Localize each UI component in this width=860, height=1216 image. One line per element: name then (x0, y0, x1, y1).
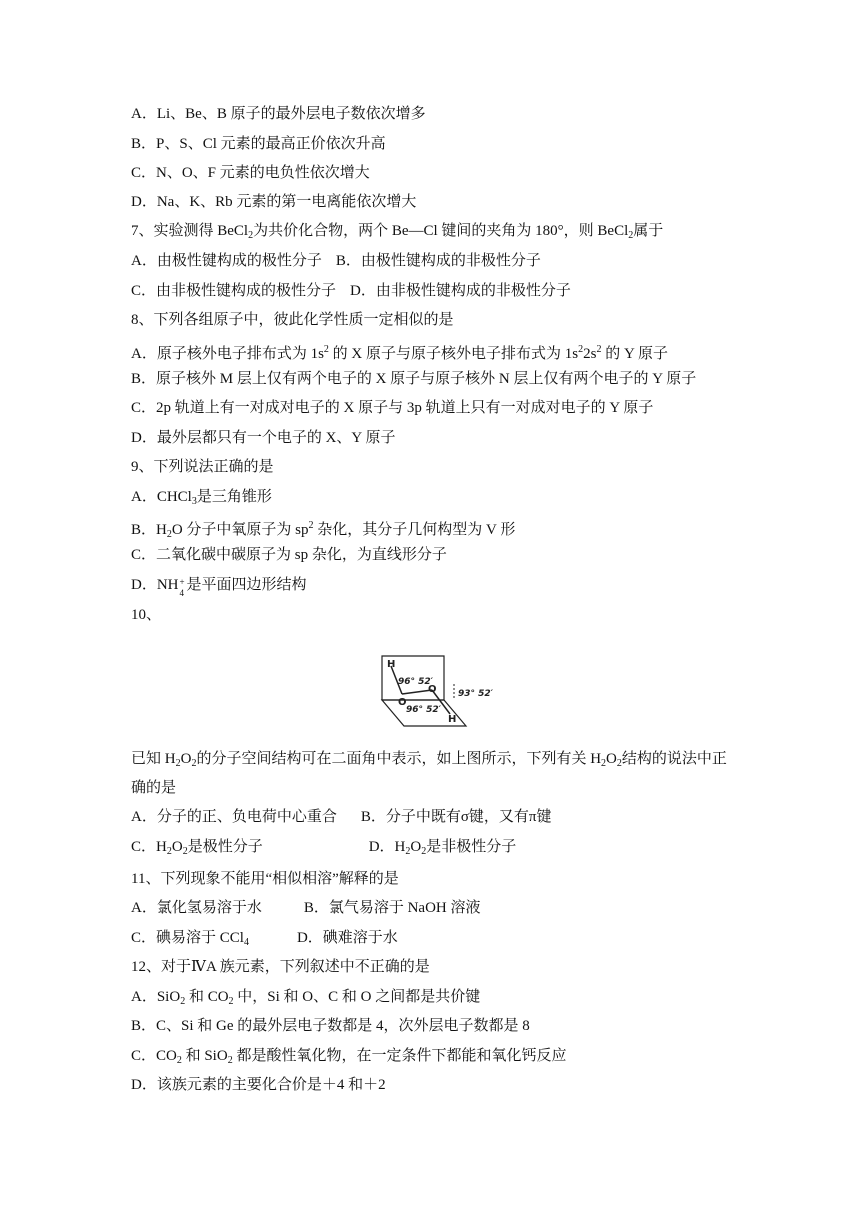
q10-c-text: C．H (131, 839, 167, 855)
q12-option-c (131, 1046, 566, 1071)
q12-a-text: 中，Si 和 O、C 和 O 之间都是共价键 (233, 989, 481, 1005)
q8-a-text: 的 X 原子与原子核外电子排布式为 1s (328, 346, 579, 362)
q9-a-text: A．CHCl (131, 489, 192, 505)
q11-option-a: A．氯化氢易溶于水 (131, 900, 262, 916)
h2o2-dihedral-figure (378, 652, 500, 730)
q11-options-row-1 (131, 898, 481, 918)
subscript: 2 (405, 846, 411, 857)
subscript: 2 (180, 996, 186, 1007)
subscript: 2 (227, 1055, 233, 1066)
q9-d-text: 是平面四边形结构 (186, 577, 307, 593)
q10-c-text: 是极性分子 (187, 839, 263, 855)
q8-option-b: B．原子核外 M 层上仅有两个电子的 X 原子与原子核外 N 层上仅有两个电子的 Y 原子 (131, 371, 697, 387)
q11-option-d: D．碘难溶于水 (296, 930, 398, 946)
q7-stem-text: 7、实验测得 BeCl (131, 223, 249, 239)
superscript: + (179, 577, 185, 587)
q10-stem-text: O (180, 751, 192, 767)
q12-option-a (131, 987, 480, 1012)
q10-option-d (369, 839, 517, 855)
q8-option-c: C．2p 轨道上有一对成对电子的 X 原子与 3p 轨道上只有一对成对电子的 Y 原子 (131, 400, 654, 416)
subscript: 4 (243, 937, 249, 948)
q11-stem: 11、下列现象不能用“相似相溶”解释的是 (131, 871, 399, 887)
subscript: 3 (191, 496, 197, 507)
q11-c-text: C．碘易溶于 CCl (131, 930, 244, 946)
dihedral-diagram (378, 652, 500, 730)
q10-option-a: A．分子的正、负电荷中心重合 (131, 809, 337, 825)
q10-stem-text: 结构的说法中正 (621, 751, 727, 767)
subscript: 2 (182, 846, 188, 857)
superscript: 2 (578, 344, 584, 355)
q7-stem (131, 221, 663, 246)
q7-option-d: D．由非极性键构成的非极性分子 (350, 283, 571, 299)
subscript: 2 (228, 996, 234, 1007)
q9-option-c: C．二氧化碳中碳原子为 sp 杂化，为直线形分子 (131, 547, 447, 563)
atom-o-left: O (398, 697, 407, 708)
superscript: 2 (323, 344, 329, 355)
q10-option-c (131, 839, 263, 855)
subscript: 2 (616, 758, 622, 769)
subscript: 2 (175, 758, 181, 769)
subscript: 4 (179, 588, 184, 598)
q12-c-text: 和 SiO (181, 1048, 228, 1064)
q7-stem-text: 为共价化合物，两个 Be—Cl 键间的夹角为 180°，则 BeCl (253, 223, 629, 239)
q9-b-text: B．H (131, 522, 167, 538)
subscript: 2 (421, 846, 427, 857)
q12-c-text: C．CO (131, 1048, 177, 1064)
q10-c-text: O (171, 839, 183, 855)
angle-dihedral-label: 93° 52′ (458, 689, 494, 699)
q10-stem-text: 的分子空间结构可在二面角中表示，如上图所示，下列有关 H (196, 751, 602, 767)
q6-option-d: D．Na、K、Rb 元素的第一电离能依次增大 (131, 194, 417, 210)
q8-option-d: D．最外层都只有一个电子的 X、Y 原子 (131, 430, 396, 446)
q7-option-a: A．由极性键构成的极性分子 (131, 253, 322, 269)
q7-options-row-2 (131, 281, 571, 301)
q12-option-b: B．C、Si 和 Ge 的最外层电子数都是 4，次外层电子数都是 8 (131, 1018, 530, 1034)
q7-option-b: B．由极性键构成的非极性分子 (335, 253, 541, 269)
q10-option-b: B．分子中既有σ键，又有π键 (360, 809, 552, 825)
subscript: 2 (166, 529, 172, 540)
q9-b-text: O 分子中氧原子为 sp (171, 522, 309, 538)
subscript: 2 (166, 846, 172, 857)
q8-option-a (131, 340, 668, 364)
ion-charge (179, 575, 187, 598)
q10-number: 10、 (131, 607, 162, 623)
q10-stem-text: 已知 H (131, 751, 176, 767)
q6-option-c: C．N、O、F 元素的电负性依次增大 (131, 165, 370, 181)
q11-options-row-2 (131, 928, 398, 953)
q9-option-d (131, 575, 307, 598)
q10-stem-text: O (606, 751, 617, 767)
atom-h-top: H (387, 659, 396, 670)
q12-option-d: D．该族元素的主要化合价是＋4 和＋2 (131, 1077, 386, 1093)
q10-d-text: 是非极性分子 (426, 839, 517, 855)
subscript: 2 (628, 230, 634, 241)
q11-option-c (131, 930, 249, 946)
atom-o-right: O (428, 684, 437, 695)
subscript: 2 (191, 758, 197, 769)
superscript: 2 (596, 344, 602, 355)
q10-options-row-1 (131, 807, 552, 827)
q9-b-text: 杂化，其分子几何构型为 V 形 (313, 522, 516, 538)
q12-a-text: 和 CO (185, 989, 229, 1005)
q12-c-text: 都是酸性氧化物，在一定条件下都能和氧化钙反应 (232, 1048, 567, 1064)
q10-stem (131, 749, 727, 774)
q10-options-row-2 (131, 837, 516, 862)
q10-d-text: O (410, 839, 422, 855)
angle-bottom-label: 96° 52′ (406, 705, 442, 715)
q12-stem: 12、对于ⅣA 族元素，下列叙述中不正确的是 (131, 959, 430, 975)
q9-option-b (131, 516, 515, 545)
q6-option-a: A．Li、Be、B 原子的最外层电子数依次增多 (131, 106, 426, 122)
q8-a-text: 的 Y 原子 (601, 346, 668, 362)
subscript: 2 (248, 230, 254, 241)
q9-a-text: 是三角锥形 (196, 489, 272, 505)
q8-a-text: 2s (583, 346, 597, 362)
q8-stem: 8、下列各组原子中，彼此化学性质一定相似的是 (131, 312, 454, 328)
subscript: 2 (176, 1055, 182, 1066)
q9-option-a (131, 487, 272, 512)
q8-a-text: A．原子核外电子排布式为 1s (131, 346, 324, 362)
q10-stem-line2: 确的是 (131, 780, 177, 796)
q9-d-text: D．NH (131, 577, 179, 593)
q7-stem-text: 属于 (633, 223, 664, 239)
superscript: 2 (308, 520, 314, 531)
q10-d-text: D．H (368, 839, 406, 855)
q9-stem: 9、下列说法正确的是 (131, 459, 274, 475)
q6-option-b: B．P、S、Cl 元素的最高正价依次升高 (131, 136, 386, 152)
q12-a-text: A．SiO (131, 989, 181, 1005)
q7-option-c: C．由非极性键构成的极性分子 (131, 283, 337, 299)
q11-option-b: B．氯气易溶于 NaOH 溶液 (303, 900, 481, 916)
angle-top-label: 96° 52′ (398, 677, 434, 687)
subscript: 2 (601, 758, 607, 769)
q7-options-row-1 (131, 251, 541, 271)
atom-h-bottom: H (448, 714, 457, 725)
